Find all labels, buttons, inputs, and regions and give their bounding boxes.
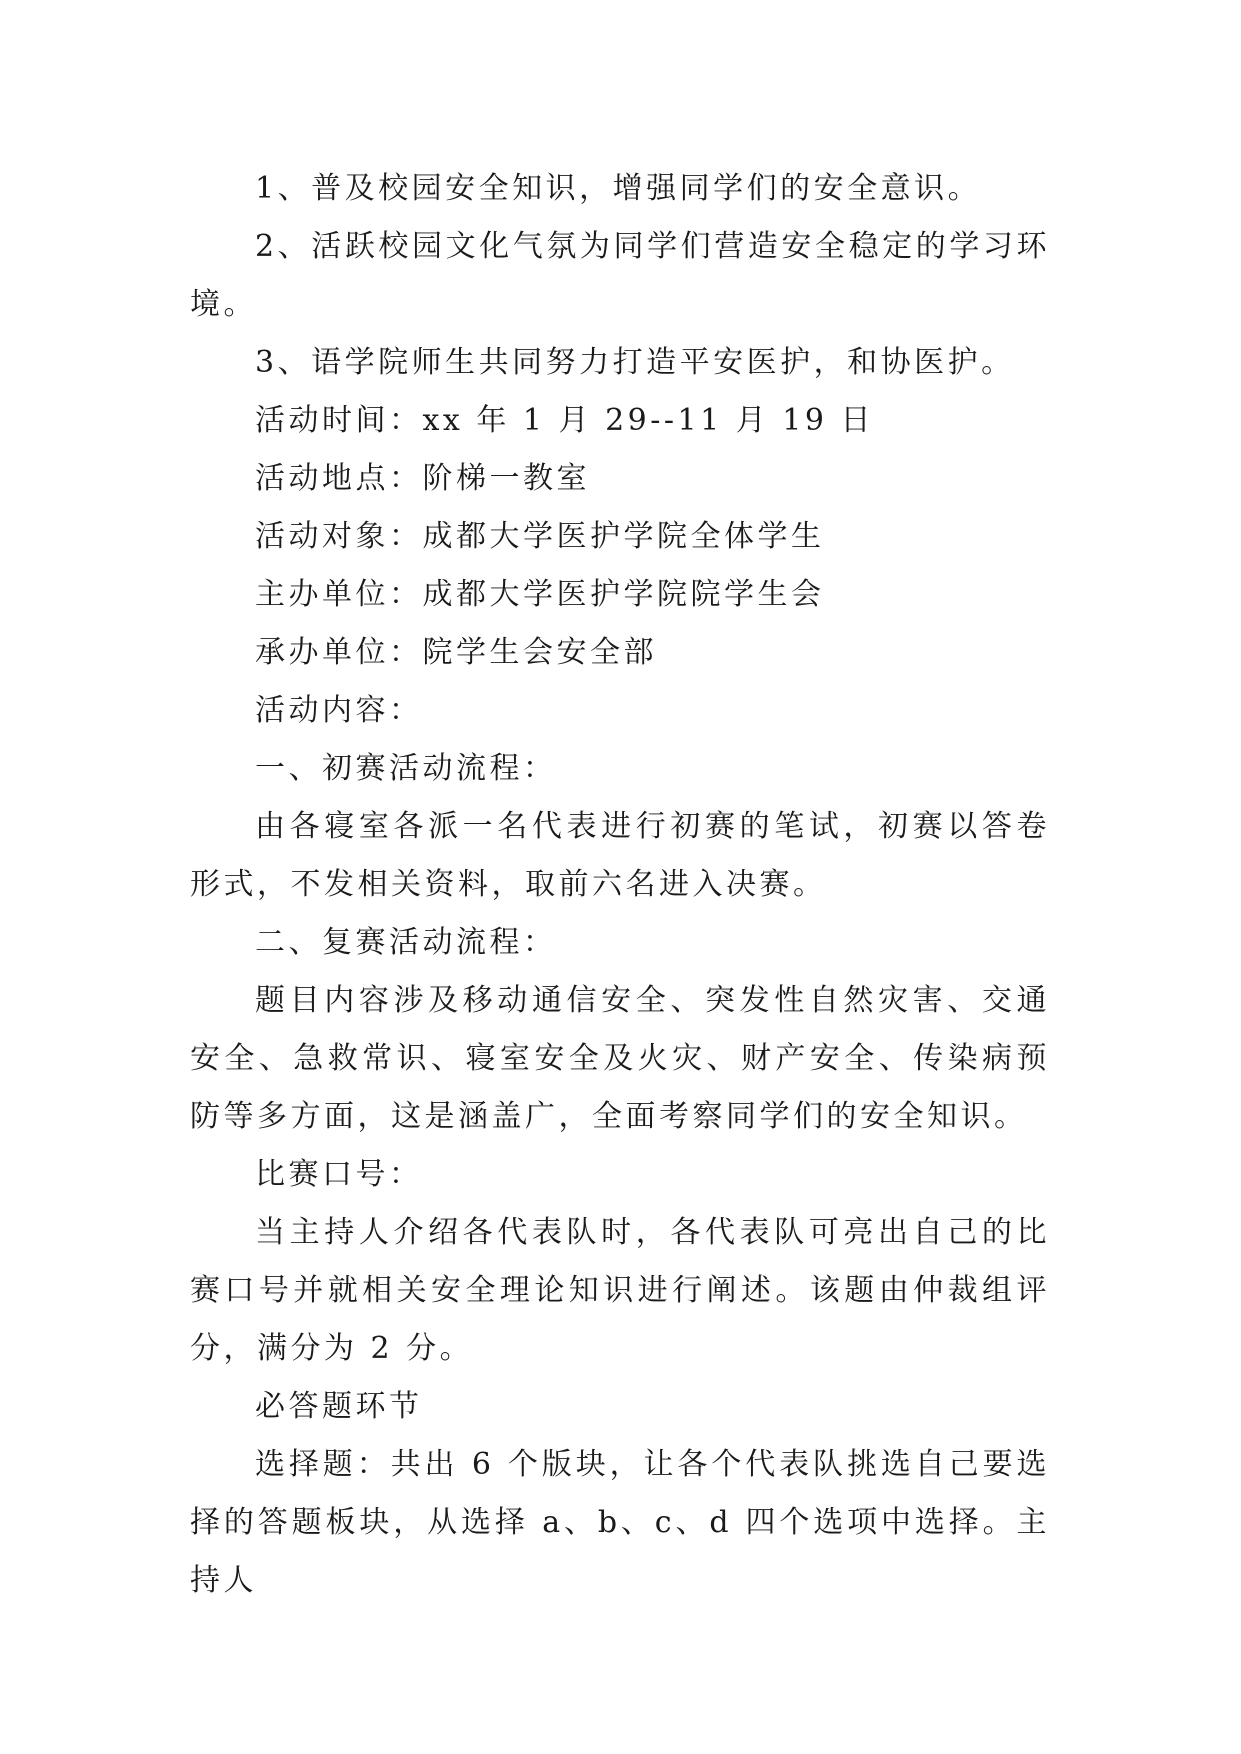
paragraph-goal-3: 3、语学院师生共同努力打造平安医护，和协医护。 (255, 345, 1015, 380)
paragraph-preliminary-heading: 一、初赛活动流程： (255, 751, 557, 786)
paragraph-required-questions-heading: 必答题环节 (255, 1389, 423, 1424)
document-body (190, 160, 1050, 1610)
paragraph-activity-location: 活动地点：阶梯一教室 (255, 461, 590, 496)
paragraph-multiple-choice-body: 选择题：共出 6 个版块，让各个代表队挑选自己要选择的答题板块，从选择 a、b、c、d 四个选项中选择。主持人 (190, 1447, 1050, 1598)
paragraph-goal-1: 1、普及校园安全知识，增强同学们的安全意识。 (255, 171, 982, 206)
paragraph-second-round-body: 题目内容涉及移动通信安全、突发性自然灾害、交通安全、急救常识、寝室安全及火灾、财产安全、传染病预防等多方面，这是涵盖广，全面考察同学们的安全知识。 (190, 983, 1050, 1134)
paragraph-activity-time: 活动时间：xx 年 1 月 29--11 月 19 日 (255, 403, 874, 438)
paragraph-organizer: 主办单位：成都大学医护学院院学生会 (255, 577, 825, 612)
paragraph-slogan-heading: 比赛口号： (255, 1157, 423, 1192)
paragraph-activity-target: 活动对象：成都大学医护学院全体学生 (255, 519, 825, 554)
paragraph-goal-2: 2、活跃校园文化气氛为同学们营造安全稳定的学习环境。 (190, 229, 1050, 322)
paragraph-preliminary-body: 由各寝室各派一名代表进行初赛的笔试，初赛以答卷形式，不发相关资料，取前六名进入决赛。 (190, 809, 1050, 902)
paragraph-slogan-body: 当主持人介绍各代表队时，各代表队可亮出自己的比赛口号并就相关安全理论知识进行阐述。该题由仲裁组评分，满分为 2 分。 (190, 1215, 1050, 1366)
paragraph-activity-content-heading: 活动内容： (255, 693, 423, 728)
paragraph-second-round-heading: 二、复赛活动流程： (255, 925, 557, 960)
paragraph-co-organizer: 承办单位：院学生会安全部 (255, 635, 657, 670)
